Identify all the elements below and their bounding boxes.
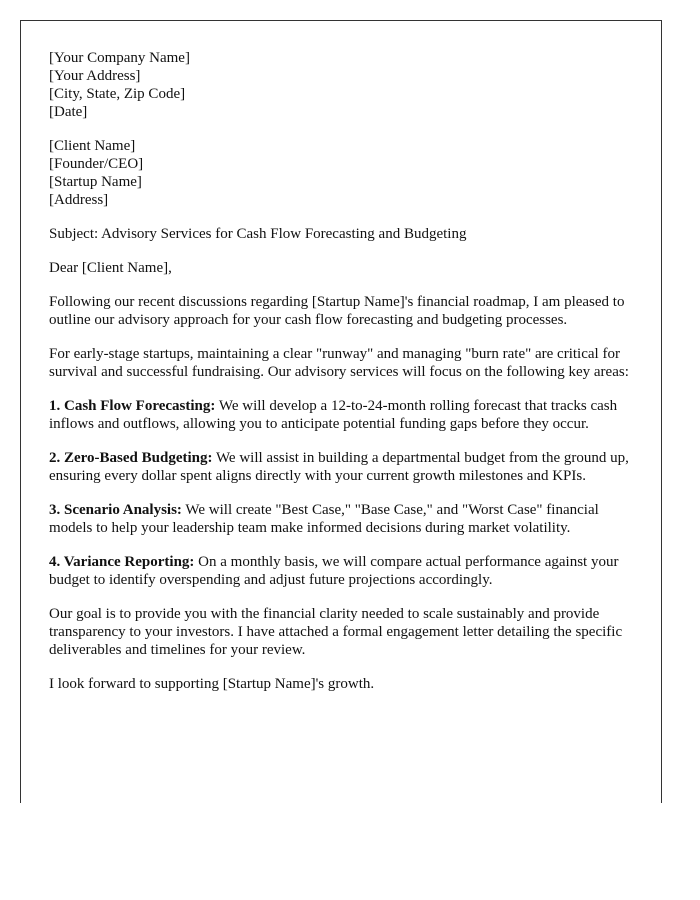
intro-paragraph: Following our recent discussions regarding [Startup Name]'s financial roadmap, I am pleased to outline our advisory approach for your cash flow forecasting and budgeting processes. xyxy=(49,294,625,328)
area-title: 4. Variance Reporting: xyxy=(49,554,195,570)
area-title: 1. Cash Flow Forecasting: xyxy=(49,398,216,414)
recipient-name: [Client Name] xyxy=(49,138,136,154)
salutation: Dear [Client Name], xyxy=(49,260,172,276)
area-title: 3. Scenario Analysis: xyxy=(49,502,182,518)
sender-company: [Your Company Name] xyxy=(49,50,190,66)
area-text: We will assist in building a departmental budget from the ground up, ensuring every dollar spent aligns directly with your current growth milestones and KPIs. xyxy=(49,450,629,484)
sender-block xyxy=(49,49,632,121)
subject-line: Subject: Advisory Services for Cash Flow Forecasting and Budgeting xyxy=(49,226,467,242)
letter-date: [Date] xyxy=(49,104,88,120)
area-title: 2. Zero-Based Budgeting: xyxy=(49,450,213,466)
area-item xyxy=(49,397,632,433)
recipient-startup: [Startup Name] xyxy=(49,174,142,190)
area-item xyxy=(49,553,632,589)
sender-address: [Your Address] xyxy=(49,68,141,84)
area-item xyxy=(49,501,632,537)
area-text: On a monthly basis, we will compare actual performance against your budget to identify overspending and adjust future projections accordingly. xyxy=(49,554,619,588)
sender-city: [City, State, Zip Code] xyxy=(49,86,186,102)
letter-page xyxy=(20,20,662,803)
area-text: We will create "Best Case," "Base Case," and "Worst Case" financial models to help your leadership team make informed decisions during market volatility. xyxy=(49,502,599,536)
context-paragraph: For early-stage startups, maintaining a clear "runway" and managing "burn rate" are critical for survival and successful fundraising. Our advisory services will focus on the following key areas: xyxy=(49,346,629,380)
recipient-title: [Founder/CEO] xyxy=(49,156,144,172)
closing-paragraph: I look forward to supporting [Startup Name]'s growth. xyxy=(49,676,375,692)
area-item xyxy=(49,449,632,485)
area-text: We will develop a 12-to-24-month rolling forecast that tracks cash inflows and outflows, allowing you to anticipate potential funding gaps before they occur. xyxy=(49,398,618,432)
goal-paragraph: Our goal is to provide you with the financial clarity needed to scale sustainably and provide transparency to your investors. I have attached a formal engagement letter detailing the specific deliverables and timelines for your review. xyxy=(49,606,623,658)
recipient-address: [Address] xyxy=(49,192,109,208)
recipient-block xyxy=(49,137,632,209)
